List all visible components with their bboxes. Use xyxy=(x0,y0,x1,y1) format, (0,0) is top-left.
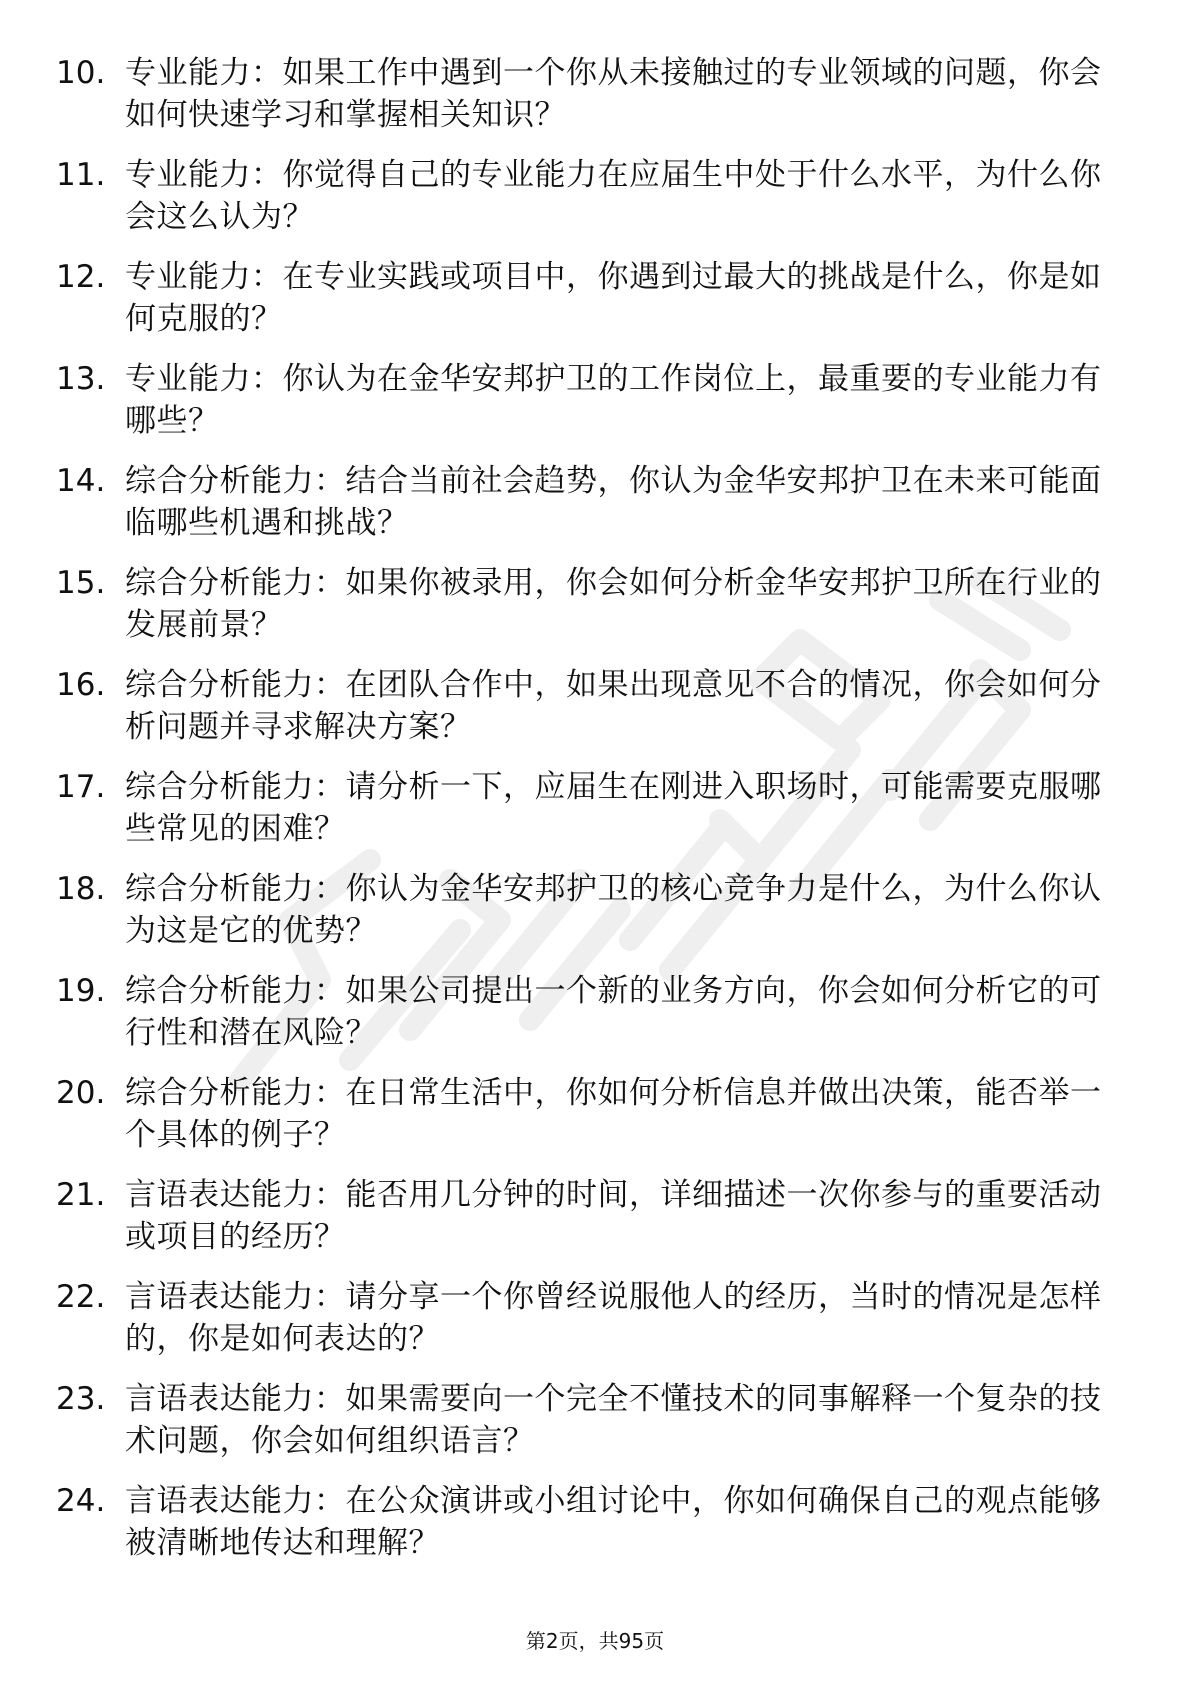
question-text: 综合分析能力：在日常生活中，你如何分析信息并做出决策，能否举一个具体的例子？ xyxy=(125,1075,1102,1153)
question-item xyxy=(56,1174,1126,1276)
question-number: 18. xyxy=(56,871,106,907)
question-item xyxy=(56,562,1126,664)
question-item xyxy=(56,52,1126,154)
question-number: 22. xyxy=(56,1279,106,1315)
question-text: 综合分析能力：如果公司提出一个新的业务方向，你会如何分析它的可行性和潜在风险？ xyxy=(125,973,1102,1051)
question-text: 专业能力：在专业实践或项目中，你遇到过最大的挑战是什么，你是如何克服的？ xyxy=(125,259,1102,337)
question-item xyxy=(56,1480,1126,1582)
page-number-label: 第2页，共95页 xyxy=(525,1629,665,1653)
question-number: 12. xyxy=(56,259,106,295)
question-item xyxy=(56,460,1126,562)
question-item xyxy=(56,766,1126,868)
question-number: 21. xyxy=(56,1177,106,1213)
question-text: 言语表达能力：在公众演讲或小组讨论中，你如何确保自己的观点能够被清晰地传达和理解？ xyxy=(125,1483,1102,1561)
question-item xyxy=(56,358,1126,460)
question-item xyxy=(56,154,1126,256)
question-item xyxy=(56,1276,1126,1378)
question-item xyxy=(56,1378,1126,1480)
question-number: 24. xyxy=(56,1483,106,1519)
question-number: 14. xyxy=(56,463,106,499)
question-number: 15. xyxy=(56,565,106,601)
page-footer xyxy=(0,1628,1190,1654)
question-text: 综合分析能力：你认为金华安邦护卫的核心竞争力是什么，为什么你认为这是它的优势？ xyxy=(125,871,1102,949)
question-text: 言语表达能力：如果需要向一个完全不懂技术的同事解释一个复杂的技术问题，你会如何组织语言？ xyxy=(125,1381,1102,1459)
question-number: 23. xyxy=(56,1381,106,1417)
question-text: 言语表达能力：请分享一个你曾经说服他人的经历，当时的情况是怎样的，你是如何表达的？ xyxy=(125,1279,1102,1357)
question-number: 11. xyxy=(56,157,106,193)
question-list xyxy=(56,52,1126,1582)
question-item xyxy=(56,970,1126,1072)
question-number: 10. xyxy=(56,55,106,91)
question-text: 综合分析能力：如果你被录用，你会如何分析金华安邦护卫所在行业的发展前景？ xyxy=(125,565,1102,643)
question-text: 综合分析能力：在团队合作中，如果出现意见不合的情况，你会如何分析问题并寻求解决方案？ xyxy=(125,667,1102,745)
question-number: 17. xyxy=(56,769,106,805)
question-text: 综合分析能力：结合当前社会趋势，你认为金华安邦护卫在未来可能面临哪些机遇和挑战？ xyxy=(125,463,1102,541)
question-text: 专业能力：如果工作中遇到一个你从未接触过的专业领域的问题，你会如何快速学习和掌握相关知识？ xyxy=(125,55,1102,133)
question-number: 19. xyxy=(56,973,106,1009)
question-item xyxy=(56,868,1126,970)
question-number: 16. xyxy=(56,667,106,703)
question-text: 言语表达能力：能否用几分钟的时间，详细描述一次你参与的重要活动或项目的经历？ xyxy=(125,1177,1102,1255)
question-number: 13. xyxy=(56,361,106,397)
question-text: 专业能力：你认为在金华安邦护卫的工作岗位上，最重要的专业能力有哪些？ xyxy=(125,361,1102,439)
question-item xyxy=(56,256,1126,358)
question-number: 20. xyxy=(56,1075,106,1111)
question-item xyxy=(56,1072,1126,1174)
question-text: 专业能力：你觉得自己的专业能力在应届生中处于什么水平，为什么你会这么认为？ xyxy=(125,157,1102,235)
question-item xyxy=(56,664,1126,766)
question-text: 综合分析能力：请分析一下，应届生在刚进入职场时，可能需要克服哪些常见的困难？ xyxy=(125,769,1102,847)
